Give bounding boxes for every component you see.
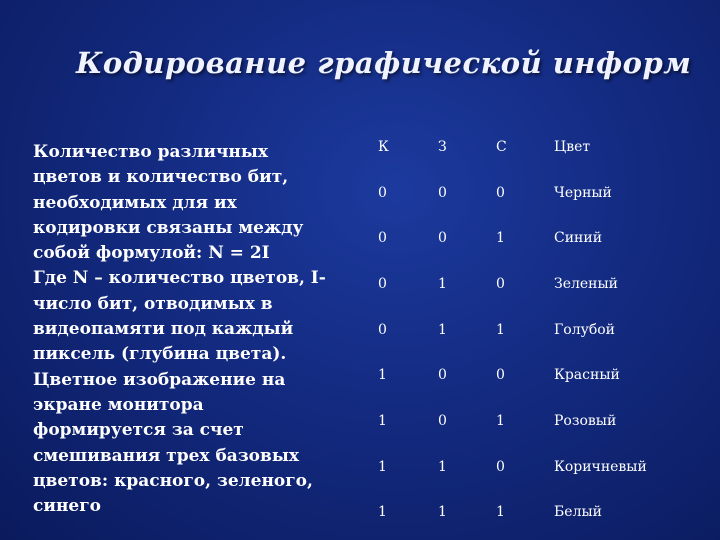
- body-line: собой формулой: N = 2I: [33, 243, 270, 264]
- cell-z: 1: [438, 321, 447, 338]
- cell-k: 1: [378, 367, 387, 384]
- slide-title: Кодирование графической информ: [76, 46, 692, 80]
- cell-s: 1: [496, 321, 505, 338]
- cell-z: 1: [438, 504, 447, 521]
- cell-z: 1: [438, 458, 447, 475]
- body-text: [33, 140, 333, 519]
- table-row: [358, 352, 684, 398]
- cell-k: 0: [378, 184, 387, 201]
- cell-z: 1: [438, 275, 447, 292]
- body-line: необходимых для их: [33, 192, 237, 213]
- body-line: Цветное изображение на: [33, 369, 286, 390]
- body-line: смешивания трех базовых: [33, 445, 299, 466]
- table-row: [358, 444, 684, 490]
- cell-color: Красный: [554, 367, 620, 384]
- header-color: Цвет: [554, 138, 591, 155]
- cell-k: 0: [378, 230, 387, 247]
- cell-k: 0: [378, 321, 387, 338]
- table-row: [358, 307, 684, 353]
- cell-k: 1: [378, 412, 387, 429]
- cell-color: Синий: [554, 230, 603, 247]
- cell-s: 0: [496, 184, 505, 201]
- body-line: синего: [33, 496, 101, 517]
- body-line: цветов: красного, зеленого,: [33, 470, 313, 491]
- cell-s: 0: [496, 275, 505, 292]
- table-row: [358, 215, 684, 261]
- table-row: [358, 398, 684, 444]
- cell-k: 1: [378, 458, 387, 475]
- cell-z: 0: [438, 230, 447, 247]
- body-line: пиксель (глубина цвета).: [33, 344, 287, 365]
- cell-s: 1: [496, 504, 505, 521]
- cell-k: 1: [378, 504, 387, 521]
- cell-color: Белый: [554, 504, 602, 521]
- cell-s: 0: [496, 458, 505, 475]
- body-line: экране монитора: [33, 394, 204, 415]
- body-line: формируется за счет: [33, 420, 244, 441]
- cell-k: 0: [378, 275, 387, 292]
- cell-z: 0: [438, 184, 447, 201]
- cell-color: Зеленый: [554, 275, 618, 292]
- body-line: цветов и количество бит,: [33, 167, 289, 188]
- body-line: кодировки связаны между: [33, 217, 304, 238]
- cell-s: 0: [496, 367, 505, 384]
- cell-color: Коричневый: [554, 458, 647, 475]
- body-line: Количество различных: [33, 142, 269, 162]
- table-row: [358, 261, 684, 307]
- table-header-row: [358, 124, 684, 170]
- cell-color: Черный: [554, 184, 612, 201]
- cell-s: 1: [496, 412, 505, 429]
- cell-z: 0: [438, 412, 447, 429]
- body-line: видеопамяти под каждый: [33, 319, 294, 340]
- cell-color: Голубой: [554, 321, 616, 338]
- table-row: [358, 490, 684, 536]
- header-z: З: [438, 138, 447, 155]
- cell-z: 0: [438, 367, 447, 384]
- cell-color: Розовый: [554, 412, 617, 429]
- body-line: Где N – количество цветов, I-: [33, 268, 326, 289]
- table-row: [358, 170, 684, 216]
- body-line: число бит, отводимых в: [33, 293, 273, 314]
- header-k: К: [378, 138, 389, 155]
- header-s: С: [496, 138, 507, 155]
- color-code-table: [358, 124, 684, 535]
- cell-s: 1: [496, 230, 505, 247]
